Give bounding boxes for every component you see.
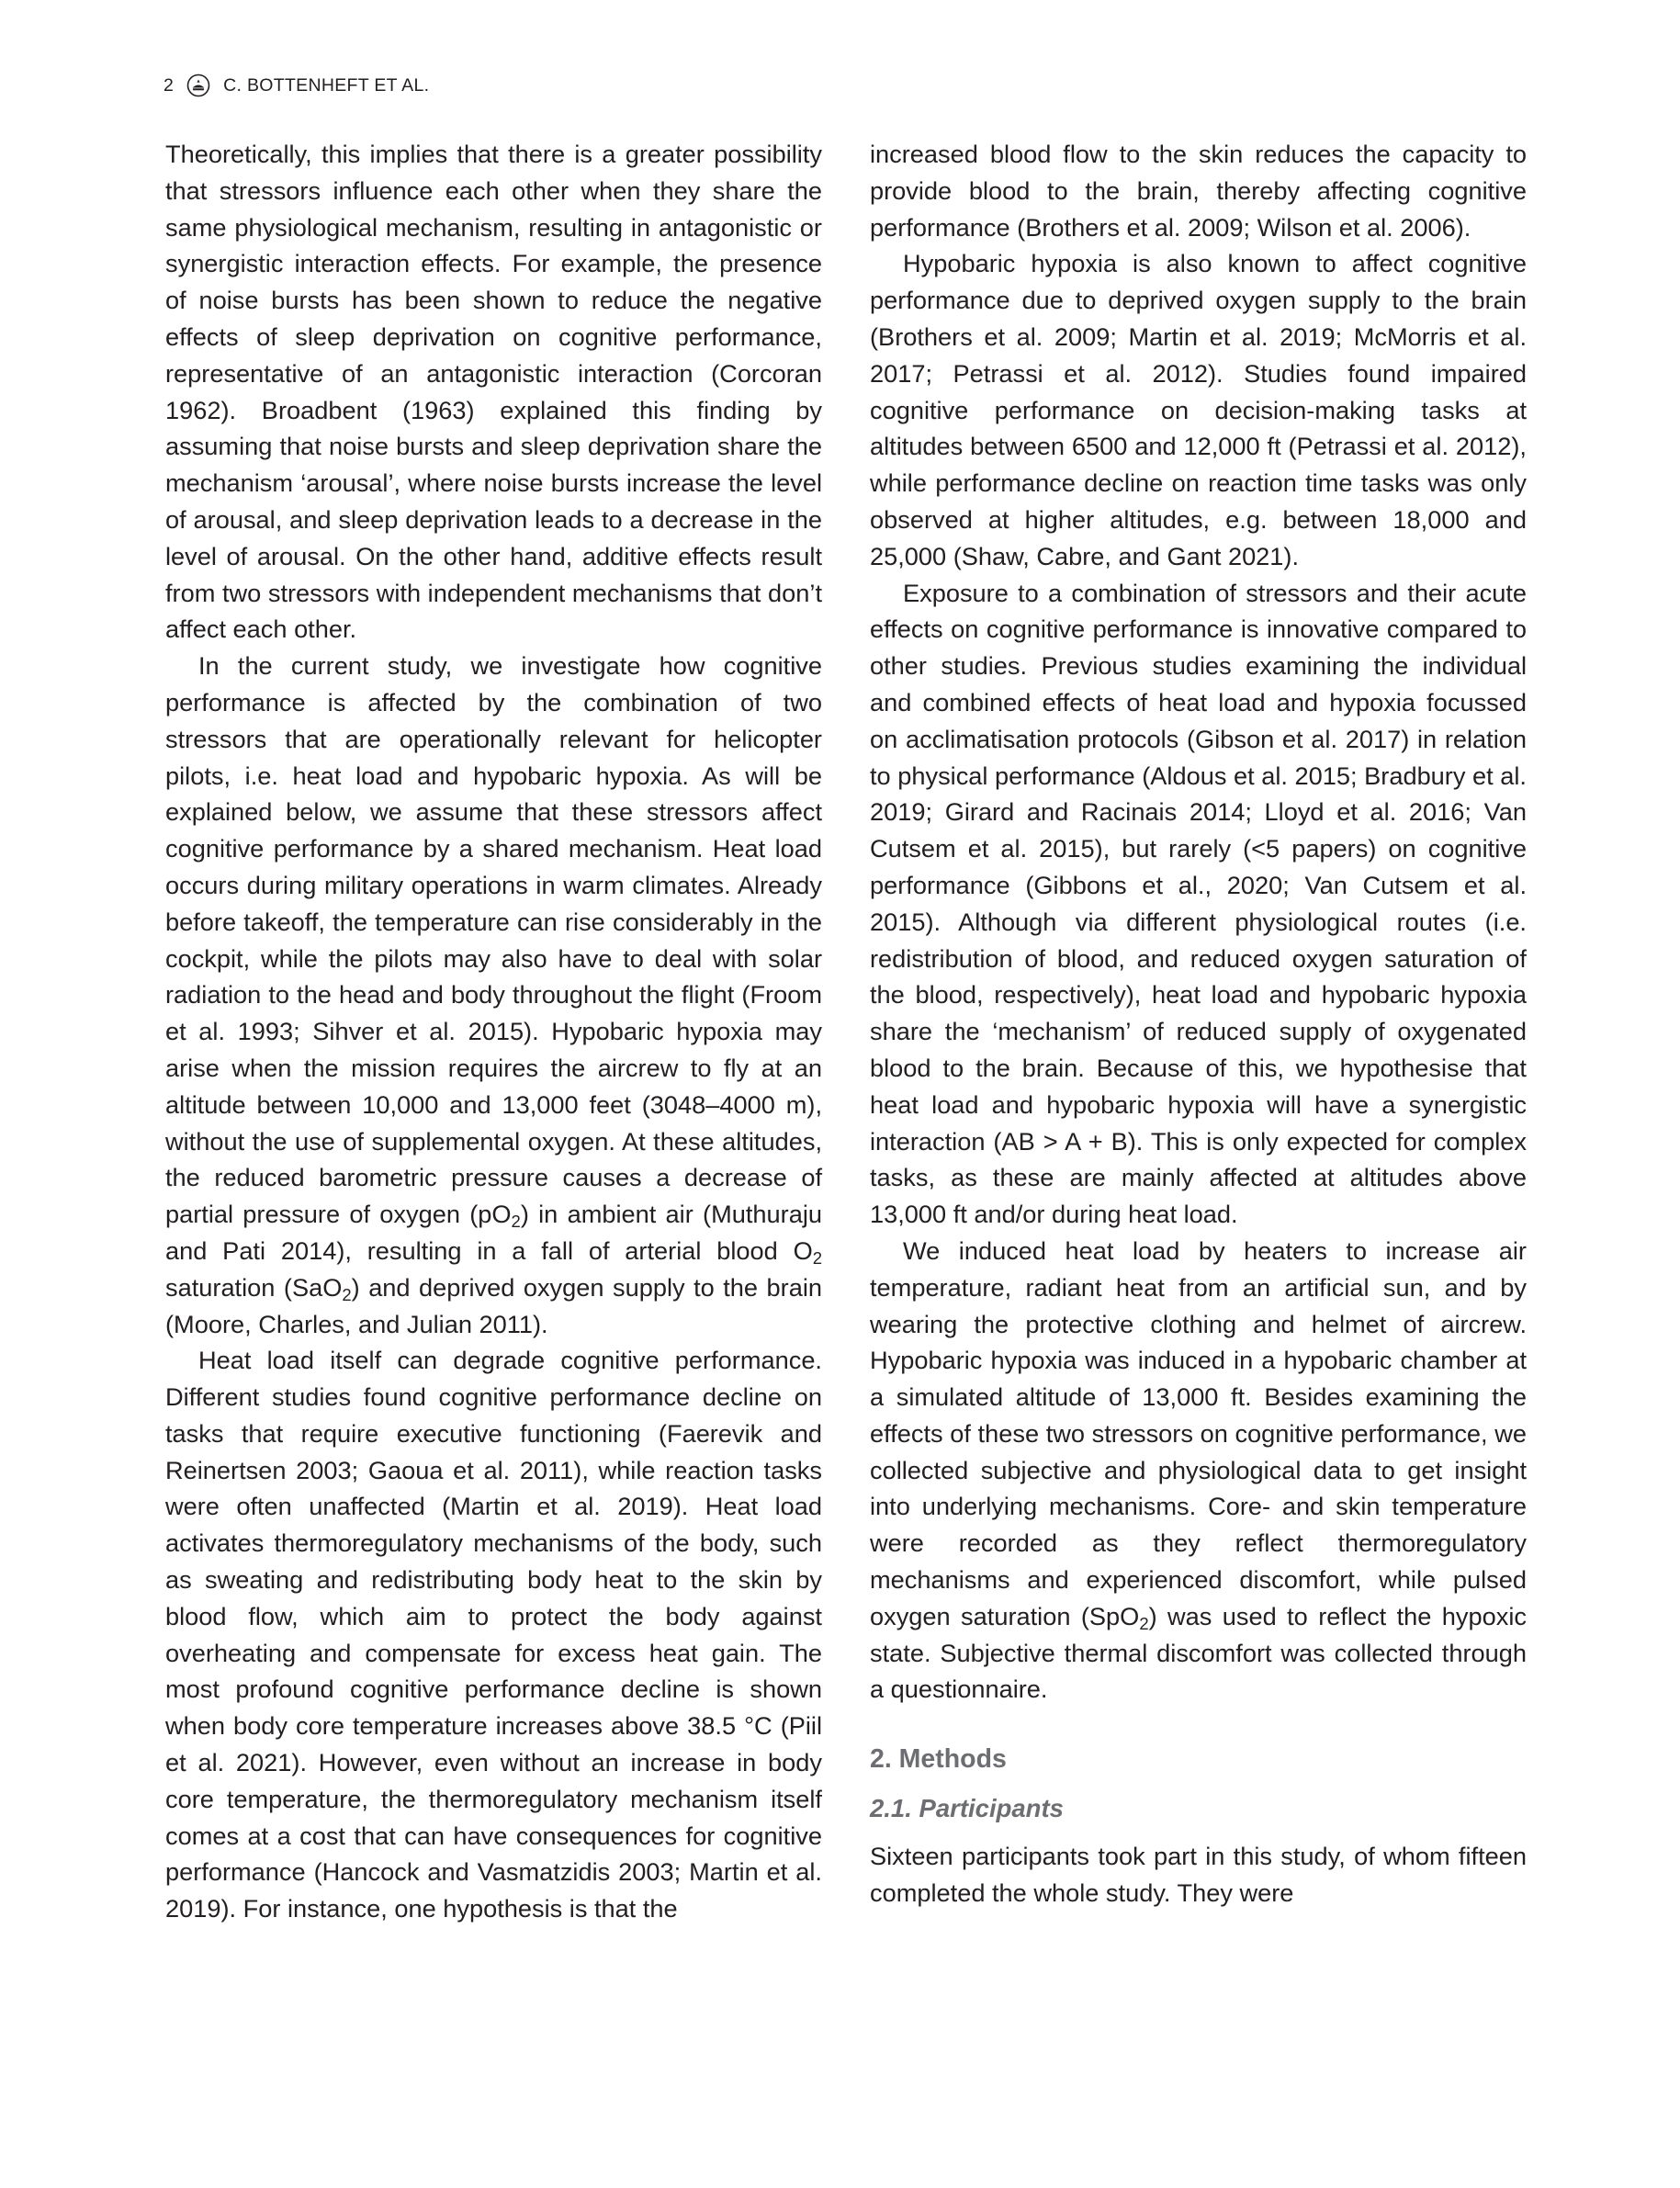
right-paragraph-3: Exposure to a combination of stressors and their acute effects on cognitive performance is innovative compared to other studies. Previous studies examining the individual and combined effects of heat load and hypoxia focussed on acclimatisation protocols (Gibson et al. 2017) in relation to physical performance (Aldous et al. 2015; Bradbury et al. 2019; Girard and Racinais 2014; Lloyd et al. 2016; Van Cutsem et al. 2015), but rarely (<5 papers) on cognitive performance (Gibbons et al., 2020; Van Cutsem et al. 2015). Although via different physiological routes (i.e. redistribution of blood, and reduced oxygen saturation of the blood, respectively), heat load and hypobaric hypoxia share the ‘mechanism’ of reduced supply of oxygenated blood to the brain. Because of this, we hypothesise that heat load and hypobaric hypoxia will have a synergistic interaction (AB > A + B). This is only expected for complex tasks, as these are mainly affected at altitudes above 13,000 ft and/or during heat load. <box>870 578 1527 1229</box>
left-column <box>165 136 822 1927</box>
running-head-authors: C. BOTTENHEFT ET AL. <box>223 74 430 96</box>
right-paragraph-5: Sixteen participants took part in this study, of whom fifteen completed the whole study. They were <box>870 1842 1527 1908</box>
right-column <box>870 136 1527 1912</box>
right-paragraph-4: We induced heat load by heaters to increase air temperature, radiant heat from an artificial sun, and by wearing the protective clothing and helmet of aircrew. Hypobaric hypoxia was induced in a hypobaric chamber at a simulated altitude of 13,000 ft. Besides examining the effects of these two stressors on cognitive performance, we collected subjective and physiological data to get insight into underlying mechanisms. Core- and skin temperature were recorded as they reflect thermoregulatory mechanisms and experienced discomfort, while pulsed oxygen saturation (SpO$_2$) was used to reflect the hypoxic state. Subjective thermal discomfort was collected through a questionnaire. <box>870 1235 1527 1704</box>
page-number: 2 <box>163 74 175 96</box>
left-paragraph-3: Heat load itself can degrade cognitive performance. Different studies found cognitive performance decline on tasks that require executive functioning (Faerevik and Reinertsen 2003; Gaoua et al. 2011), while reaction tasks were often unaffected (Martin et al. 2019). Heat load activates thermoregulatory mechanisms of the body, such as sweating and redistributing body heat to the skin by blood flow, which aim to protect the body against overheating and compensate for excess heat gain. The most profound cognitive performance decline is shown when body core temperature increases above 38.5 °C (Piil et al. 2021). However, even without an increase in body core temperature, the thermoregulatory mechanism itself comes at a cost that can have consequences for cognitive performance (Hancock and Vasmatzidis 2003; Martin et al. 2019). For instance, one hypothesis is that the <box>165 1346 822 1923</box>
left-paragraph-2: In the current study, we investigate how cognitive performance is affected by the combination of two stressors that are operationally relevant for helicopter pilots, i.e. heat load and hypobaric hypoxia. As will be explained below, we assume that these stressors affect cognitive performance by a shared mechanism. Heat load occurs during military operations in warm climates. Already before takeoff, the temperature can rise considerably in the cockpit, while the pilots may also have to deal with solar radiation to the head and body throughout the flight (Froom et al. 1993; Sihver et al. 2015). Hypobaric hypoxia may arise when the mission requires the aircrew to fly at an altitude between 10,000 and 13,000 feet (3048–4000 m), without the use of supplemental oxygen. At these altitudes, the reduced barometric pressure causes a decrease of partial pressure of oxygen $(pO_2)$ in ambient air (Muthuraju and Pati 2014), resulting in a fall of arterial blood $O_2$ saturation (SaO$_2$) and deprived oxygen supply to the brain (Moore, Charles, and Julian 2011). <box>165 651 823 1338</box>
subsection-heading-participants: 2.1. Participants <box>870 1794 1064 1823</box>
publisher-logo-icon <box>186 73 210 97</box>
right-paragraph-1: increased blood flow to the skin reduces the capacity to provide blood to the brain, thereby affecting cognitive performance (Brothers et al. 2009; Wilson et al. 2006). <box>870 140 1527 242</box>
section-heading-methods: 2. Methods <box>870 1744 1007 1775</box>
left-paragraph-1: Theoretically, this implies that there is a greater possibility that stressors influence each other when they share the same physiological mechanism, resulting in antagonistic or synergistic interaction effects. For example, the presence of noise bursts has been shown to reduce the negative effects of sleep deprivation on cognitive performance, representative of an antagonistic interaction (Corcoran 1962). Broadbent (1963) explained this finding by assuming that noise bursts and sleep deprivation share the mechanism ‘arousal’, where noise bursts increase the level of arousal, and sleep deprivation leads to a decrease in the level of arousal. On the other hand, additive effects result from two stressors with independent mechanisms that don’t affect each other. <box>165 140 822 644</box>
running-head <box>163 72 429 99</box>
right-paragraph-2: Hypobaric hypoxia is also known to affect cognitive performance due to deprived oxygen supply to the brain (Brothers et al. 2009; Martin et al. 2019; McMorris et al. 2017; Petrassi et al. 2012). Studies found impaired cognitive performance on decision-making tasks at altitudes between 6500 and 12,000 ft (Petrassi et al. 2012), while performance decline on reaction time tasks was only observed at higher altitudes, e.g. between 18,000 and 25,000 (Shaw, Cabre, and Gant 2021). <box>870 249 1527 570</box>
